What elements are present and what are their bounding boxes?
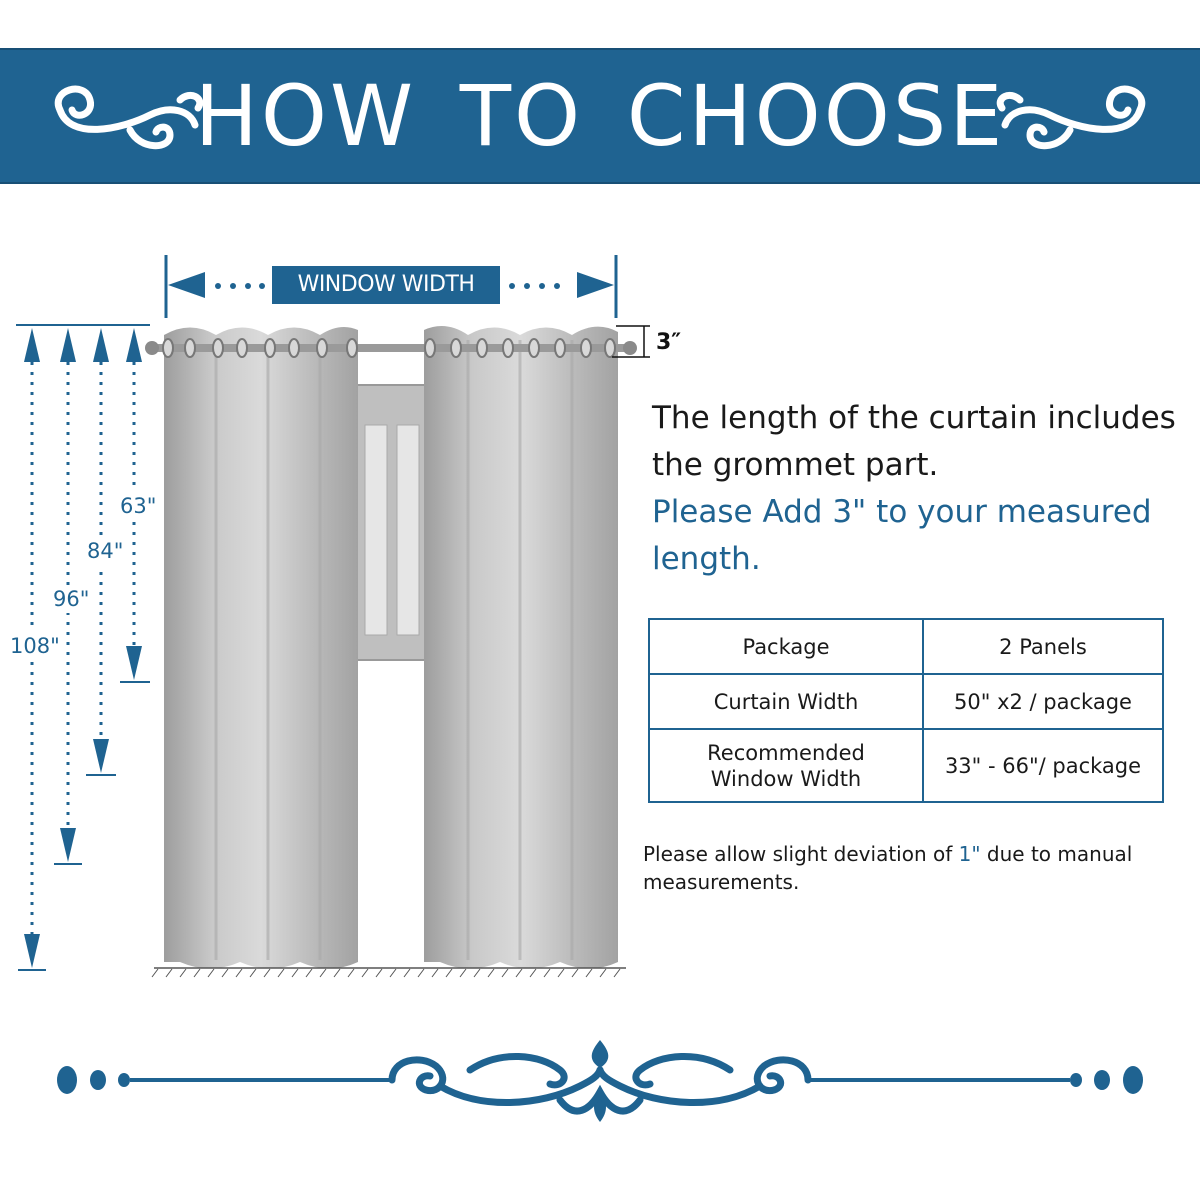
spec-value: 33" - 66"/ package [923,729,1163,802]
page-title: HOW TO CHOOSE [194,67,1006,165]
length-note-text: The length of the curtain includes the grommet part. [652,400,1176,483]
swirl-ornament-icon [30,70,210,160]
length-label-63: 63" [120,494,157,518]
grommet-height-label: 3″ [656,330,682,355]
deviation-value: 1" [958,842,981,866]
deviation-note [643,840,1193,896]
deviation-suffix: due to manual measurements. [643,842,1133,894]
curtain-diagram [0,240,650,1000]
floor [152,968,626,977]
spec-label [649,729,923,802]
flourish-divider-icon [0,1030,1200,1140]
left-curtain-panel [164,327,358,969]
right-curtain-panel [424,326,618,969]
window-width-label: WINDOW WIDTH [272,266,500,304]
spec-value: 2 Panels [923,619,1163,674]
spec-label: Package [649,619,923,674]
spec-label: Curtain Width [649,674,923,729]
length-note [652,395,1192,583]
spec-value: 50" x2 / package [923,674,1163,729]
table-row [649,619,1163,674]
swirl-ornament-icon [990,70,1170,160]
length-label-84: 84" [87,539,124,563]
table-row [649,729,1163,802]
length-label-96: 96" [53,587,90,611]
spec-label-line: Window Width [710,766,862,791]
deviation-prefix: Please allow slight deviation of [643,842,959,866]
window [355,385,427,660]
spec-table [648,618,1164,803]
length-label-108: 108" [10,634,60,658]
spec-label-line: Recommended [707,740,865,765]
add-grommet-note: Please Add 3" to your measured length. [652,494,1152,577]
table-row [649,674,1163,729]
